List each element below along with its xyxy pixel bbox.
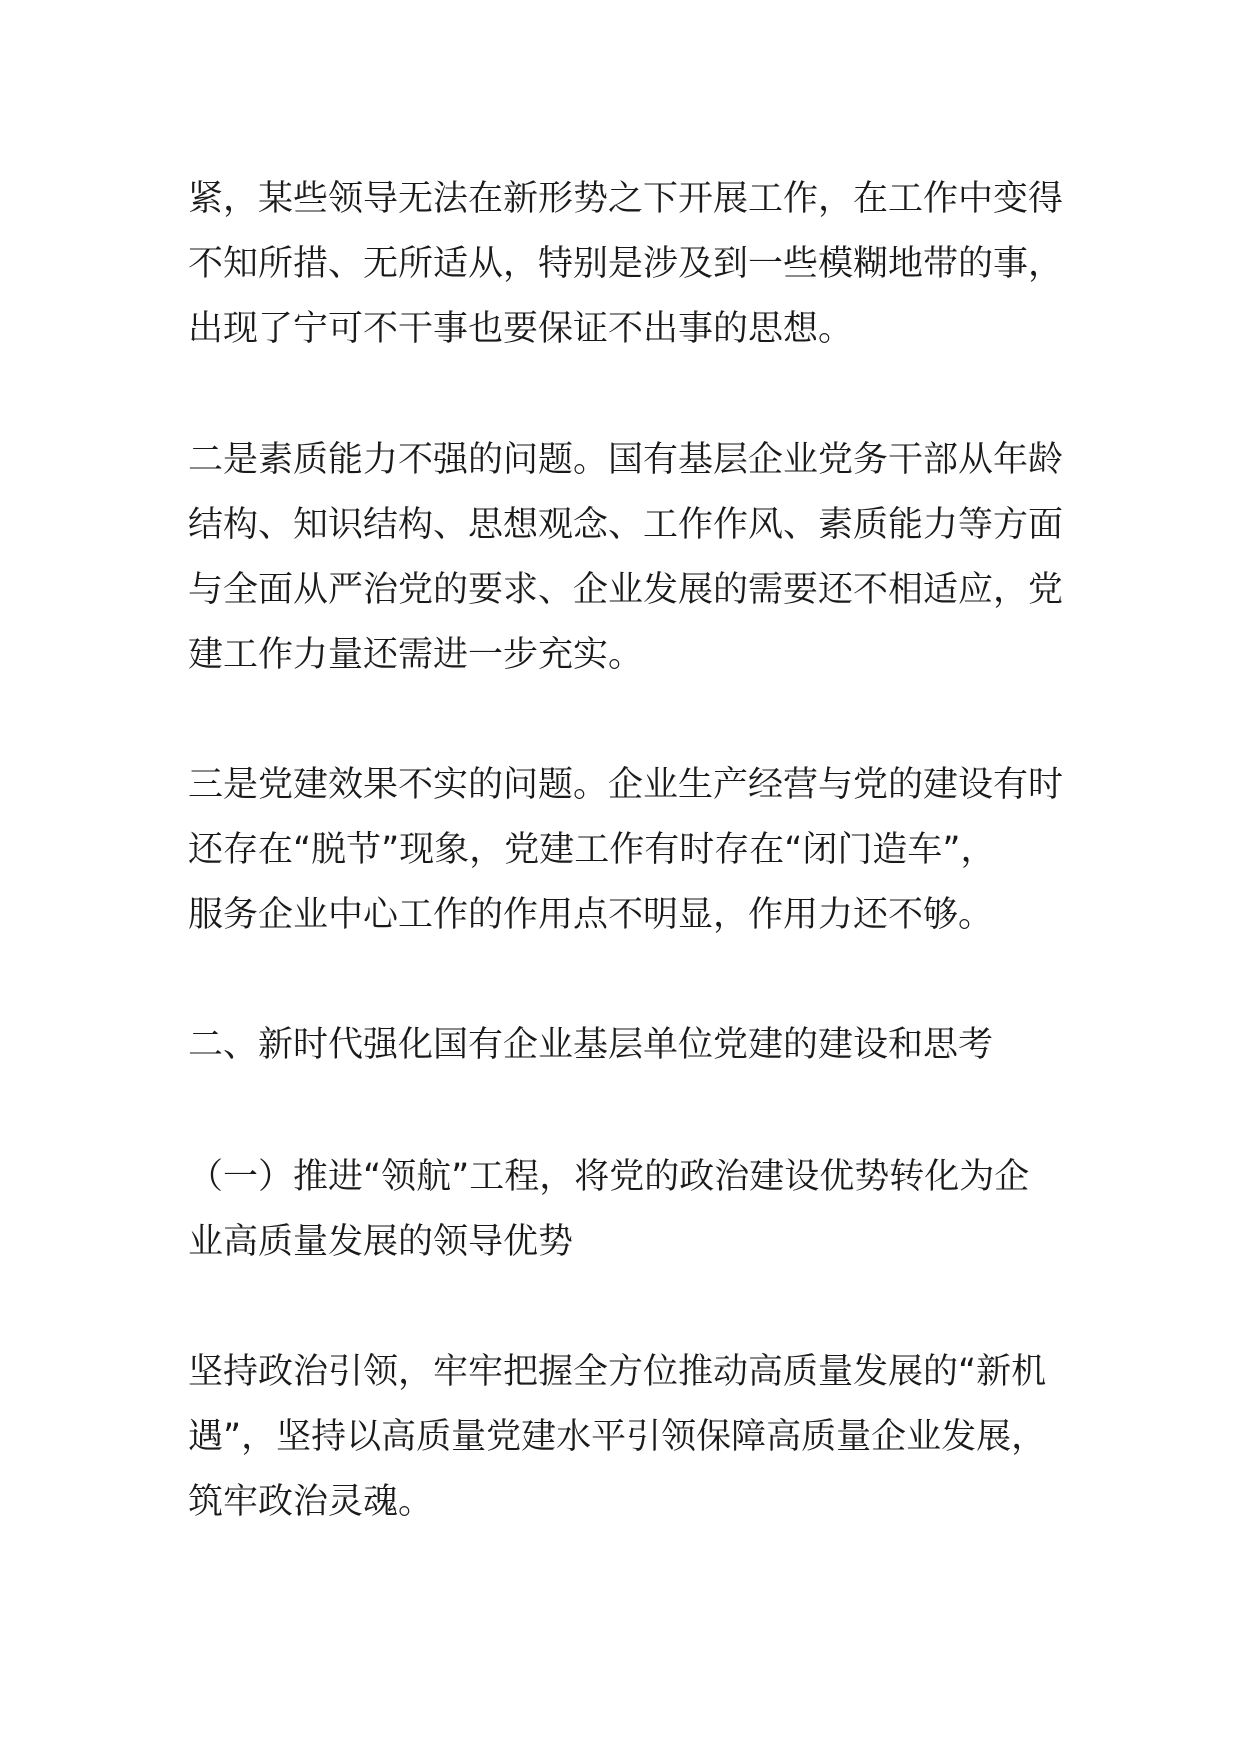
paragraph-continuation [188, 167, 1064, 362]
text-line: 遇”，坚持以高质量党建水平引领保障高质量企业发展， [188, 1417, 1047, 1457]
text-line: 筑牢政治灵魂。 [188, 1482, 434, 1522]
heading-line: 二、新时代强化国有企业基层单位党建的建设和思考 [188, 1025, 994, 1065]
subsection-heading [188, 1145, 1060, 1275]
paragraph-political-guidance [188, 1340, 1060, 1535]
heading-line: （一）推进“领航”工程，将党的政治建设优势转化为企 [188, 1157, 1030, 1197]
text-line: 服务企业中心工作的作用点不明显，作用力还不够。 [188, 895, 994, 935]
text-line: 结构、知识结构、思想观念、工作作风、素质能力等方面 [188, 505, 1064, 545]
text-line: 二是素质能力不强的问题。国有基层企业党务干部从年龄 [188, 440, 1064, 480]
text-line: 紧，某些领导无法在新形势之下开展工作，在工作中变得 [188, 179, 1064, 219]
text-line: 三是党建效果不实的问题。企业生产经营与党的建设有时 [188, 765, 1064, 805]
text-line: 还存在“脱节”现象，党建工作有时存在“闭门造车”， [188, 830, 996, 870]
text-line: 坚持政治引领，牢牢把握全方位推动高质量发展的“新机 [188, 1352, 1047, 1392]
paragraph-quality-ability [188, 428, 1064, 688]
section-heading [188, 1013, 1060, 1078]
paragraph-party-building-effect [188, 753, 1064, 948]
text-line: 出现了宁可不干事也要保证不出事的思想。 [188, 309, 854, 349]
text-line: 不知所措、无所适从，特别是涉及到一些模糊地带的事， [188, 244, 1064, 284]
text-line: 与全面从严治党的要求、企业发展的需要还不相适应，党 [188, 570, 1064, 610]
text-line: 建工作力量还需进一步充实。 [188, 635, 644, 675]
heading-line: 业高质量发展的领导优势 [188, 1222, 574, 1262]
